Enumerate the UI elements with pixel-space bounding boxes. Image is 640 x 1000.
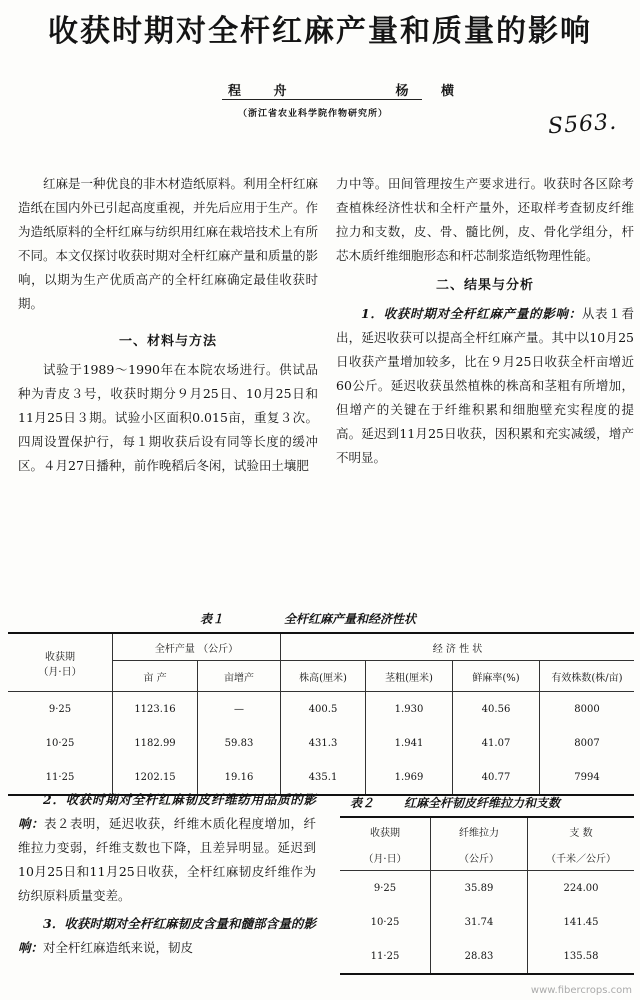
table2-title: 红麻全杆韧皮纤维拉力和支数 bbox=[404, 796, 561, 810]
table-row bbox=[340, 939, 634, 974]
t1-sub-header: 有效株数(株/亩) bbox=[540, 661, 635, 692]
t1-cell: 1.969 bbox=[366, 760, 453, 795]
t2-header-count: 支 数 bbox=[528, 817, 635, 844]
t1-cell: 8000 bbox=[540, 692, 635, 727]
results-3-body: 对全杆红麻造纸来说，韧皮 bbox=[43, 940, 194, 955]
t2-cell: 141.45 bbox=[528, 905, 635, 939]
author-2: 杨 横 bbox=[395, 84, 468, 99]
t1-sub-header: 茎粗(厘米) bbox=[366, 661, 453, 692]
t2-cell: 9·25 bbox=[373, 882, 397, 894]
t1-cell: 19.16 bbox=[198, 760, 281, 795]
t1-cell: 11·25 bbox=[45, 771, 75, 783]
t1-cell: 7994 bbox=[540, 760, 635, 795]
methods-paragraph: 试验于1989～1990年在本院农场进行。供试品种为青皮３号，收获时期分９月25日、10月25日和11月25日３期。试验小区面积0.015亩，重复３次。四周设置保护行，每１期收获后设有同等长度的缓冲区。４月27日播种，前作晚稻后冬闲，试验田土壤肥 bbox=[18, 362, 318, 473]
t1-cell: 1.941 bbox=[366, 726, 453, 760]
t1-header-period: 收获期 （月·日） bbox=[8, 633, 113, 692]
t1-sub-header: 亩增产 bbox=[198, 661, 281, 692]
section-heading-methods: 一、材料与方法 bbox=[118, 334, 217, 349]
table1-label: 表１ bbox=[200, 612, 225, 626]
affiliation: （浙江省农业科学院作物研究所） bbox=[238, 109, 389, 119]
t2-header-count-unit: （千米／公斤） bbox=[528, 844, 635, 871]
table2-caption bbox=[350, 794, 560, 811]
t2-cell: 11·25 bbox=[370, 950, 400, 962]
results-2-title: 2．收获时期对全杆红麻韧皮纤维纺用品质的影响： bbox=[18, 792, 316, 831]
author-1: 程 舟 bbox=[228, 84, 301, 99]
table1-title: 全杆红麻产量和经济性状 bbox=[284, 612, 417, 626]
t1-sub-header: 株高(厘米) bbox=[281, 661, 366, 692]
results-2-body: 表２表明，延迟收获，纤维木质化程度增加，纤维拉力变弱，纤维支数也下降，且差异明显。延迟到10月25日和11月25日收获，全杆红麻韧皮纤维作为纺织原料质量变差。 bbox=[18, 816, 316, 903]
section-heading-results: 二、结果与分析 bbox=[435, 278, 534, 293]
t2-header-period-unit: （月·日） bbox=[340, 844, 431, 871]
t2-cell: 35.89 bbox=[431, 871, 528, 906]
results-paragraph-1 bbox=[336, 302, 634, 470]
results-1-body: 从表１看出，延迟收获可以提高全杆红麻产量。其中以10月25日收获产量增加较多，比在９月25日收获全杆亩增近60公斤。延迟收获虽然植株的株高和茎粗有所增加，但增产的关键在于纤维积累和细胞壁充实程度的提高。延迟到11月25日收获，因积累和充实减缓，增产不明显。 bbox=[336, 306, 634, 465]
results-1-title: 1．收获时期对全杆红麻产量的影响： bbox=[361, 306, 582, 321]
t2-cell: 224.00 bbox=[528, 871, 635, 906]
left-column bbox=[18, 172, 318, 478]
t1-cell: 8007 bbox=[540, 726, 635, 760]
t1-cell: 1182.99 bbox=[113, 726, 198, 760]
t1-cell: 9·25 bbox=[48, 703, 72, 715]
right-column bbox=[336, 172, 634, 470]
t2-cell: 135.58 bbox=[528, 939, 635, 974]
table-row bbox=[340, 871, 634, 906]
methods-continuation: 力中等。田间管理按生产要求进行。收获时各区除考查植株经济性状和全杆产量外，还取样考查韧皮纤维拉力和支数，皮、骨、髓比例，皮、骨化学组分，杆芯木质纤维细胞形态和杆芯制浆造纸物理性能。 bbox=[336, 176, 634, 263]
table2-label: 表２ bbox=[350, 796, 375, 810]
table-1 bbox=[8, 632, 634, 796]
t2-cell: 28.83 bbox=[431, 939, 528, 974]
results-paragraph-3 bbox=[18, 912, 316, 960]
watermark: www.fibercrops.com bbox=[530, 985, 632, 996]
t1-cell: 10·25 bbox=[45, 737, 75, 749]
t1-cell: 431.3 bbox=[281, 726, 366, 760]
t1-cell: 1123.16 bbox=[113, 692, 198, 727]
results-3-title: 3．收获时期对全杆红麻韧皮含量和髓部含量的影响： bbox=[18, 916, 316, 955]
t2-header-tension-unit: （公斤） bbox=[431, 844, 528, 871]
t2-cell: 10·25 bbox=[370, 916, 400, 928]
t1-sub-header: 鲜麻率(%) bbox=[453, 661, 540, 692]
table-row bbox=[8, 726, 634, 760]
t2-header-tension: 纤维拉力 bbox=[431, 817, 528, 844]
t2-header-period: 收获期 bbox=[370, 827, 400, 839]
t1-cell: 41.07 bbox=[453, 726, 540, 760]
t1-cell: 1.930 bbox=[366, 692, 453, 727]
table-2 bbox=[340, 816, 634, 975]
t1-cell: 435.1 bbox=[281, 760, 366, 795]
authors bbox=[228, 80, 468, 99]
t1-cell: 40.77 bbox=[453, 760, 540, 795]
table-row bbox=[340, 905, 634, 939]
table1-caption bbox=[200, 610, 416, 627]
t1-header-econ: 经 济 性 状 bbox=[281, 633, 635, 661]
article-title: 收获时期对全杆红麻产量和质量的影响 bbox=[48, 14, 592, 49]
t1-cell: 1202.15 bbox=[113, 760, 198, 795]
t2-cell: 31.74 bbox=[431, 905, 528, 939]
t1-cell: 40.56 bbox=[453, 692, 540, 727]
t1-sub-header: 亩 产 bbox=[113, 661, 198, 692]
t1-cell: 59.83 bbox=[198, 726, 281, 760]
author-underline bbox=[222, 99, 422, 100]
table-row bbox=[8, 692, 634, 727]
t1-cell: 400.5 bbox=[281, 692, 366, 727]
handwritten-note: S563. bbox=[547, 109, 618, 140]
results-paragraph-2 bbox=[18, 788, 316, 908]
t1-cell: — bbox=[198, 692, 281, 727]
bottom-left-column bbox=[18, 788, 316, 960]
intro-paragraph: 红麻是一种优良的非木材造纸原料。利用全杆红麻造纸在国内外已引起高度重视，并先后应用于生产。作为造纸原料的全杆红麻与纺织用红麻在栽培技术上有所不同。本文仅探讨收获时期对全杆红麻产量和质量的影响，以期为生产优质高产的全杆红麻确定最佳收获时期。 bbox=[18, 176, 319, 311]
t1-header-yield: 全杆产量 （公斤） bbox=[113, 633, 281, 661]
